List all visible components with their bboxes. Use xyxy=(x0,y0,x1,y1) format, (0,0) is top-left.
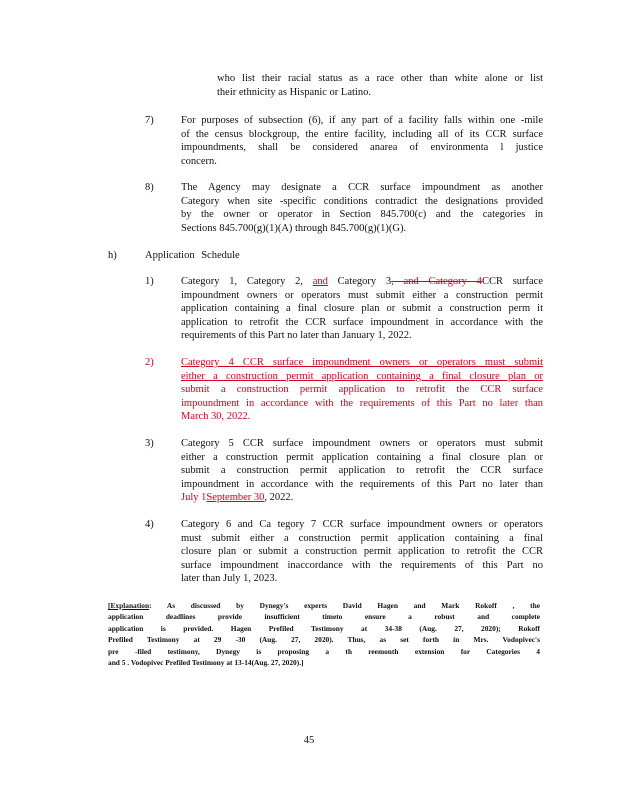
inserted-line: impoundment in accordance with the requirements of this Part no later than xyxy=(181,397,543,409)
text-line-with-edits xyxy=(181,275,543,289)
inserted-line: March 30, 2022. xyxy=(181,411,251,423)
text-line: The Agency may designate a CCR surface impoundment as another xyxy=(181,182,543,193)
text-line: by the owner or operator in Section 845.700(c) and the categories in xyxy=(181,209,543,221)
h1-paragraph xyxy=(181,275,543,343)
section-title: Application Schedule xyxy=(145,250,240,261)
text-segment: : As discussed by Dynegy's experts David Hagen and Mark Rokoff , the xyxy=(149,601,540,610)
text-line: must submit either a construction permit application containing a final xyxy=(181,532,543,544)
text-line: surface impoundment inaccordance with the requirements of this Part no xyxy=(181,559,543,571)
item-number: 7) xyxy=(145,115,154,126)
item-number: 2) xyxy=(145,357,154,368)
text-line: their ethnicity as Hispanic or Latino. xyxy=(217,86,371,98)
inserted-line: submit a construction permit application to retrofit the CCR surface xyxy=(181,384,543,396)
section-letter: h) xyxy=(108,250,117,261)
deleted-text: , and Category 4 xyxy=(391,276,482,287)
explanation-line: Prefiled Testimony at 29 -30 (Aug. 27, 2020). Thus, as set forth in Mrs. Vodopivec's xyxy=(108,635,540,645)
text-line: Sections 845.700(g)(1)(A) through 845.700(g)(1)(G). xyxy=(181,222,407,234)
text-line: Category when site -specific conditions contradict the designations provided xyxy=(181,195,543,207)
text-line-with-edits xyxy=(181,491,543,505)
inserted-line: Category 4 CCR surface impoundment owners or operators must submit xyxy=(181,357,543,368)
intro-paragraph xyxy=(217,72,543,99)
h3-paragraph xyxy=(181,437,543,505)
text-segment: , 2022. xyxy=(264,492,294,504)
text-line: impoundment owners or operators must submit either a construction permit xyxy=(181,289,543,301)
deleted-text: July 1 xyxy=(181,492,207,504)
text-line: either a construction permit application containing a final closure plan or xyxy=(181,451,543,463)
text-line: application containing a final closure plan or submit a construction perm it xyxy=(181,303,543,315)
text-segment: Category 3 xyxy=(337,276,392,287)
text-line: impoundments, shall be considered anarea of environmenta l justice xyxy=(181,142,543,154)
h4-paragraph xyxy=(181,518,543,586)
page-number: 45 xyxy=(303,735,315,746)
item-number: 8) xyxy=(145,182,154,193)
explanation-label: [Explanation xyxy=(108,601,150,610)
text-line: concern. xyxy=(181,155,217,167)
inserted-text: September 30 xyxy=(206,492,265,504)
text-line: Category 6 and Ca tegory 7 CCR surface impoundment owners or operators xyxy=(181,519,543,530)
explanation-line xyxy=(108,600,540,611)
item-number: 4) xyxy=(145,519,154,530)
item-7-paragraph xyxy=(181,114,543,168)
explanation-line: application is provided. Hagen Prefiled Testimony at 34-38 (Aug. 27, 2020); Rokoff xyxy=(108,623,540,633)
text-segment: CCR surface xyxy=(481,276,544,287)
explanation-line: application deadlines provide insufficient timeto ensure a robust and complete xyxy=(108,612,540,622)
inserted-text: and xyxy=(312,276,328,287)
inserted-line: either a construction permit application containing a final closure plan or xyxy=(181,370,543,382)
text-line: submit a construction permit application to retrofit the CCR surface xyxy=(181,465,543,477)
text-line: Category 5 CCR surface impoundment owners or operators must submit xyxy=(181,438,543,449)
item-number: 1) xyxy=(145,276,154,287)
text-line: later than July 1, 2023. xyxy=(181,573,278,585)
text-line: impoundment in accordance with the requirements of this Part no later than xyxy=(181,478,543,490)
text-line: who list their racial status as a race other than white alone or list xyxy=(217,73,543,84)
item-8-paragraph xyxy=(181,181,543,235)
explanation-line: and 5 . Vodopivec Prefiled Testimony at 13-14(Aug. 27, 2020).] xyxy=(108,658,304,668)
item-number: 3) xyxy=(145,438,154,449)
h2-paragraph-inserted xyxy=(181,356,543,424)
text-line: requirements of this Part no later than January 1, 2022. xyxy=(181,330,412,342)
text-line: of the census blockgroup, the entire facility, including all of its CCR surface xyxy=(181,128,543,140)
explanation-note xyxy=(108,600,540,668)
explanation-line: pre -filed testimony, Dynegy is proposing a th reemonth extension for Categories 4 xyxy=(108,646,540,656)
text-line: application to retrofit the CCR surface impoundment in accordance with the xyxy=(181,316,543,328)
text-line: closure plan or submit a construction permit application to retrofit the CCR xyxy=(181,546,543,558)
text-segment: Category 1, Category 2, xyxy=(181,276,303,287)
text-line: For purposes of subsection (6), if any part of a facility falls within one -mile xyxy=(181,115,543,126)
